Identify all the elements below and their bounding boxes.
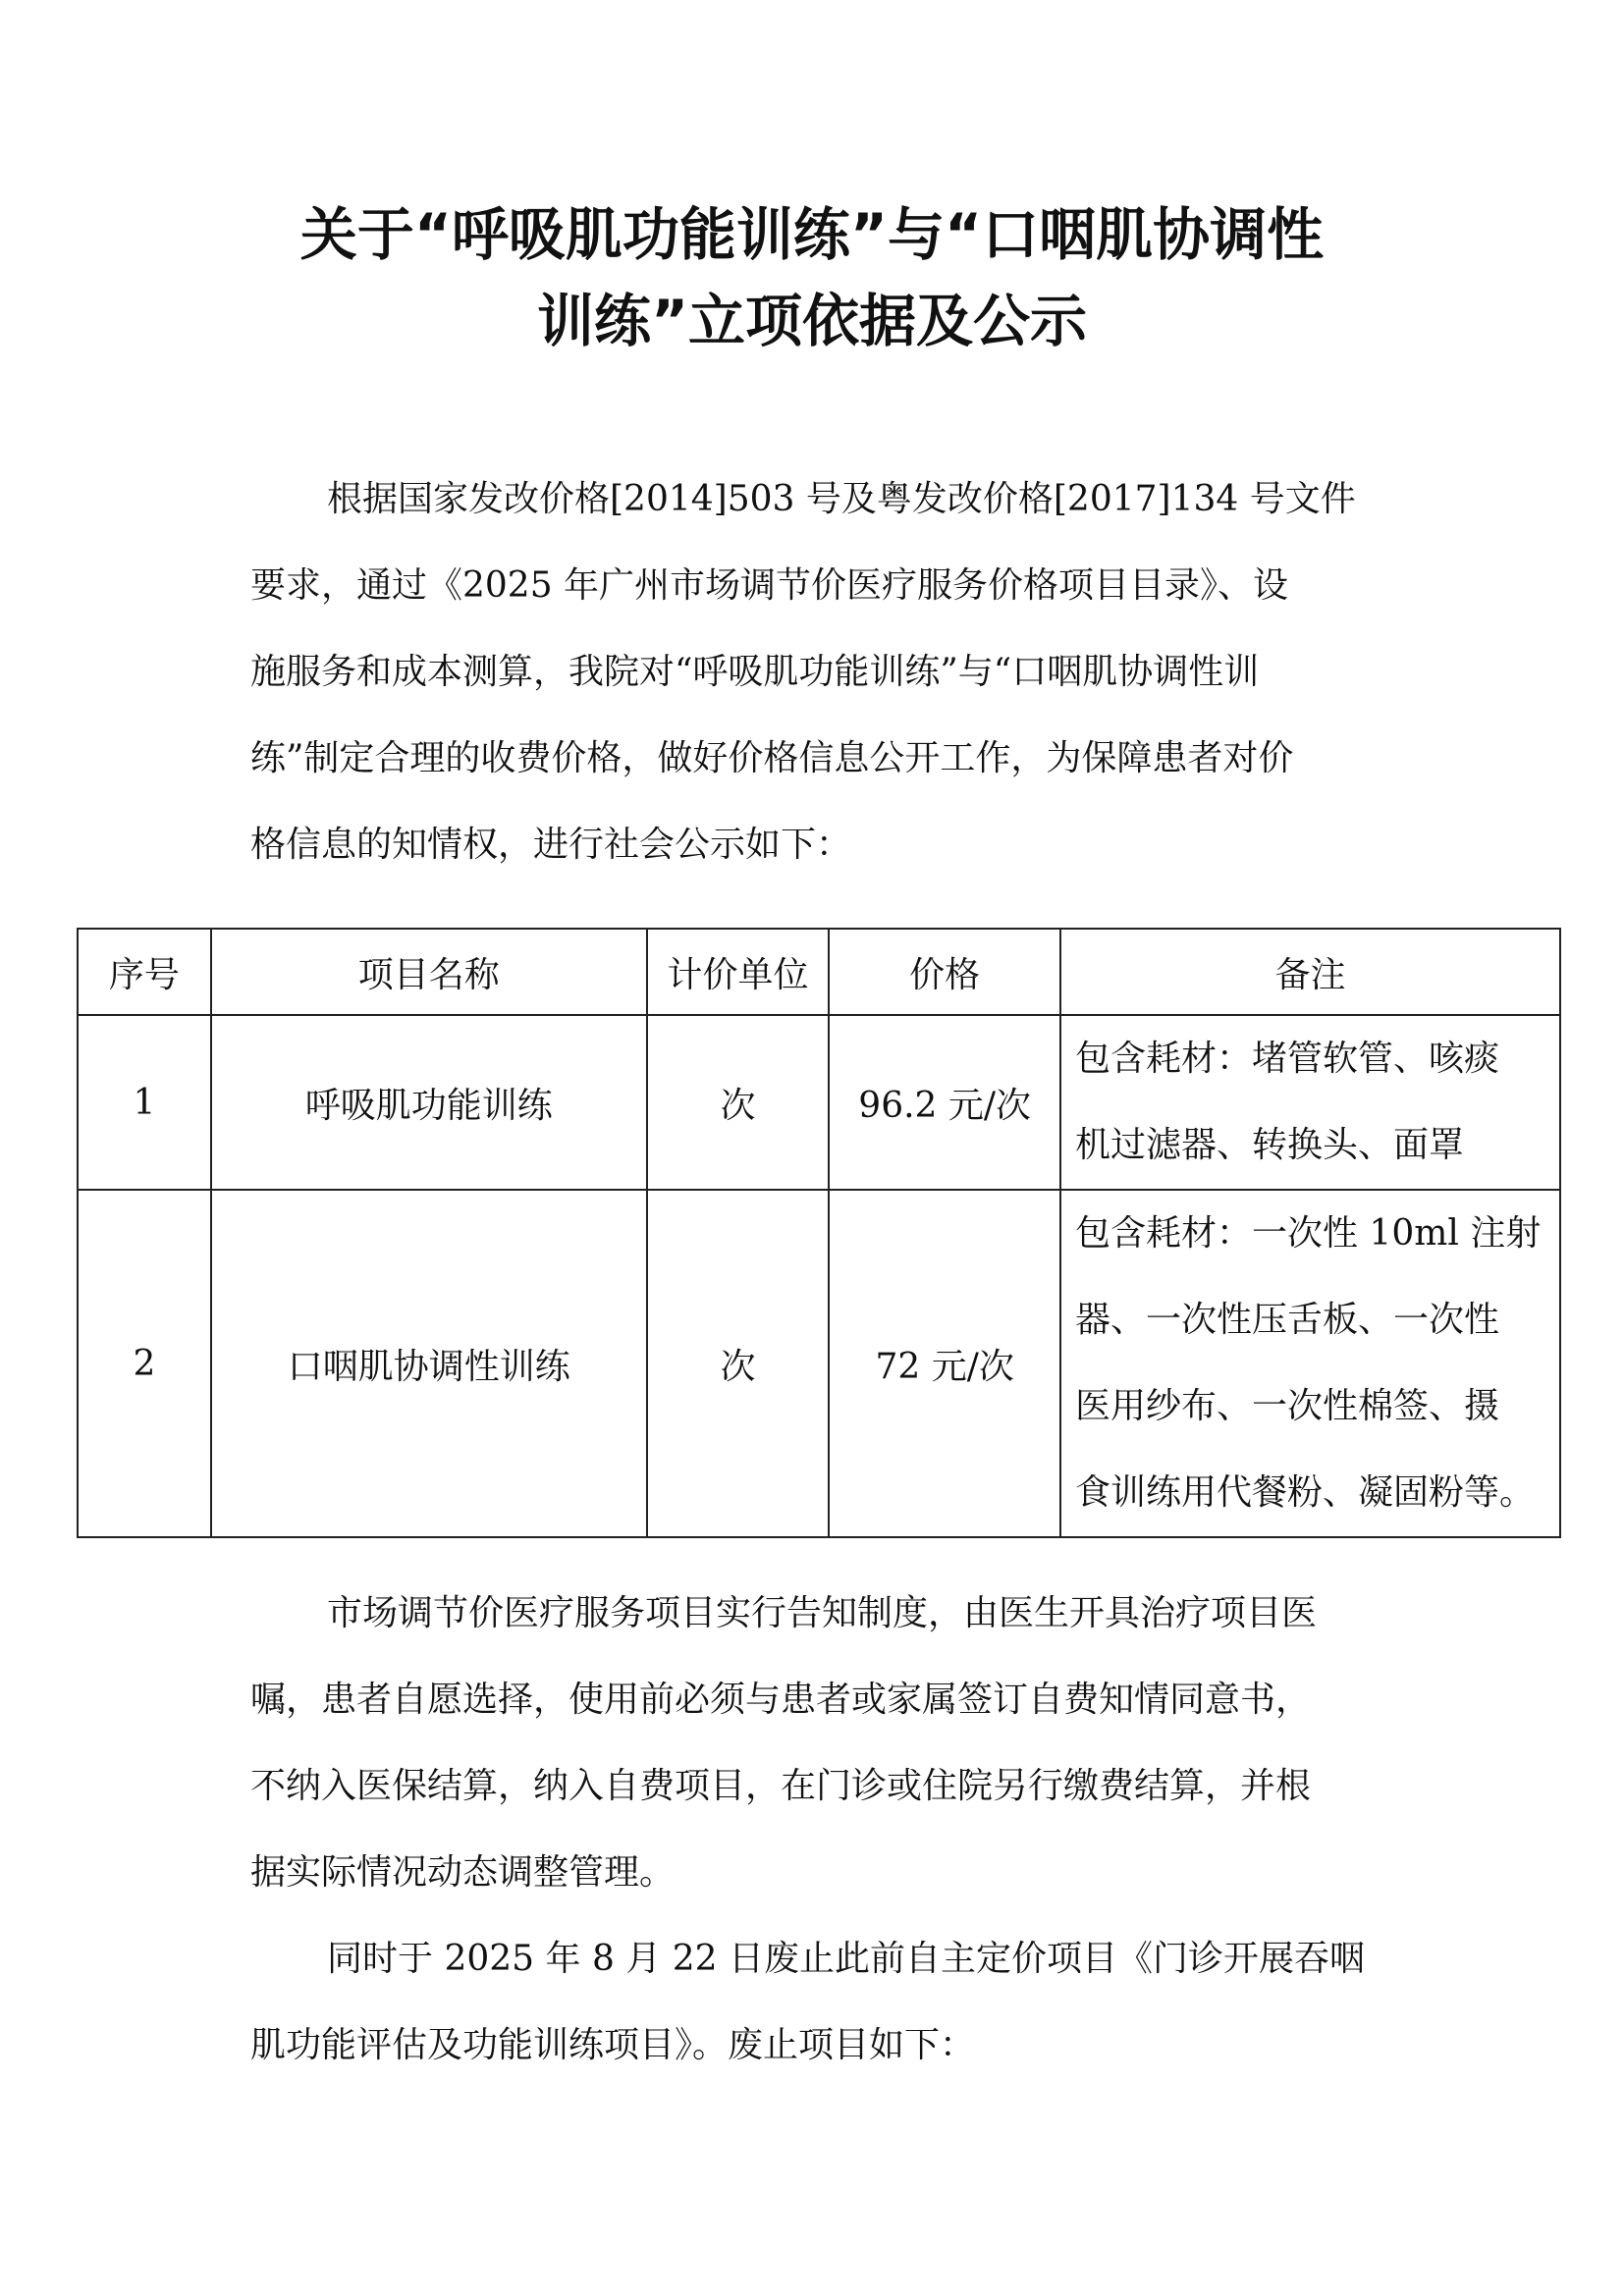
note-line: 包含耗材：堵管软管、咳痰 <box>1074 1039 1499 1079</box>
fee-table <box>77 928 1561 1538</box>
cell-price: 72 元/次 <box>829 1190 1060 1537</box>
header-price: 价格 <box>829 929 1060 1015</box>
cell-unit: 次 <box>647 1190 830 1537</box>
intro-line: 格信息的知情权，进行社会公示如下： <box>250 825 852 865</box>
note-line: 包含耗材：一次性 10ml 注射 <box>1074 1213 1542 1254</box>
document-title <box>0 191 1624 364</box>
intro-line: 要求，通过《2025 年广州市场调节价医疗服务价格项目目录》、设 <box>250 565 1289 606</box>
header-unit: 计价单位 <box>647 929 830 1015</box>
notice-line: 嘱，患者自愿选择，使用前必须与患者或家属签订自费知情同意书， <box>250 1680 1312 1720</box>
notice-line: 不纳入医保结算，纳入自费项目，在门诊或住院另行缴费结算，并根 <box>250 1766 1312 1806</box>
note-line: 食训练用代餐粉、凝固粉等。 <box>1074 1472 1535 1513</box>
note-line: 机过滤器、转换头、面罩 <box>1074 1125 1464 1165</box>
notice-paragraph <box>250 1571 1383 1916</box>
abolish-line: 肌功能评估及功能训练项目》。废止项目如下： <box>250 2025 976 2065</box>
intro-paragraph <box>250 456 1383 888</box>
header-no: 序号 <box>78 929 211 1015</box>
cell-no: 1 <box>78 1015 211 1190</box>
cell-note <box>1060 1015 1560 1190</box>
notice-line: 市场调节价医疗服务项目实行告知制度，由医生开具治疗项目医 <box>327 1593 1318 1633</box>
cell-note <box>1060 1190 1560 1537</box>
table-row <box>78 1190 1560 1537</box>
table-row <box>78 1015 1560 1190</box>
title-line-1: 关于“呼吸肌功能训练”与“口咽肌协调性 <box>299 201 1325 268</box>
notice-line: 据实际情况动态调整管理。 <box>250 1852 676 1893</box>
intro-line: 练”制定合理的收费价格，做好价格信息公开工作，为保障患者对价 <box>250 738 1294 778</box>
header-note: 备注 <box>1060 929 1560 1015</box>
abolish-line: 同时于 2025 年 8 月 22 日废止此前自主定价项目《门诊开展吞咽 <box>327 1939 1365 1979</box>
header-name: 项目名称 <box>211 929 647 1015</box>
cell-price: 96.2 元/次 <box>829 1015 1060 1190</box>
cell-name: 呼吸肌功能训练 <box>211 1015 647 1190</box>
cell-no: 2 <box>78 1190 211 1537</box>
cell-unit: 次 <box>647 1015 830 1190</box>
abolish-paragraph <box>250 1916 1383 2089</box>
intro-line: 施服务和成本测算，我院对“呼吸肌功能训练”与“口咽肌协调性训 <box>250 652 1260 692</box>
cell-name: 口咽肌协调性训练 <box>211 1190 647 1537</box>
table-header-row <box>78 929 1560 1015</box>
note-line: 医用纱布、一次性棉签、摄 <box>1074 1386 1499 1426</box>
title-line-2: 训练”立项依据及公示 <box>536 288 1088 354</box>
note-line: 器、一次性压舌板、一次性 <box>1074 1300 1499 1340</box>
intro-line: 根据国家发改价格[2014]503 号及粤发改价格[2017]134 号文件 <box>327 479 1356 519</box>
